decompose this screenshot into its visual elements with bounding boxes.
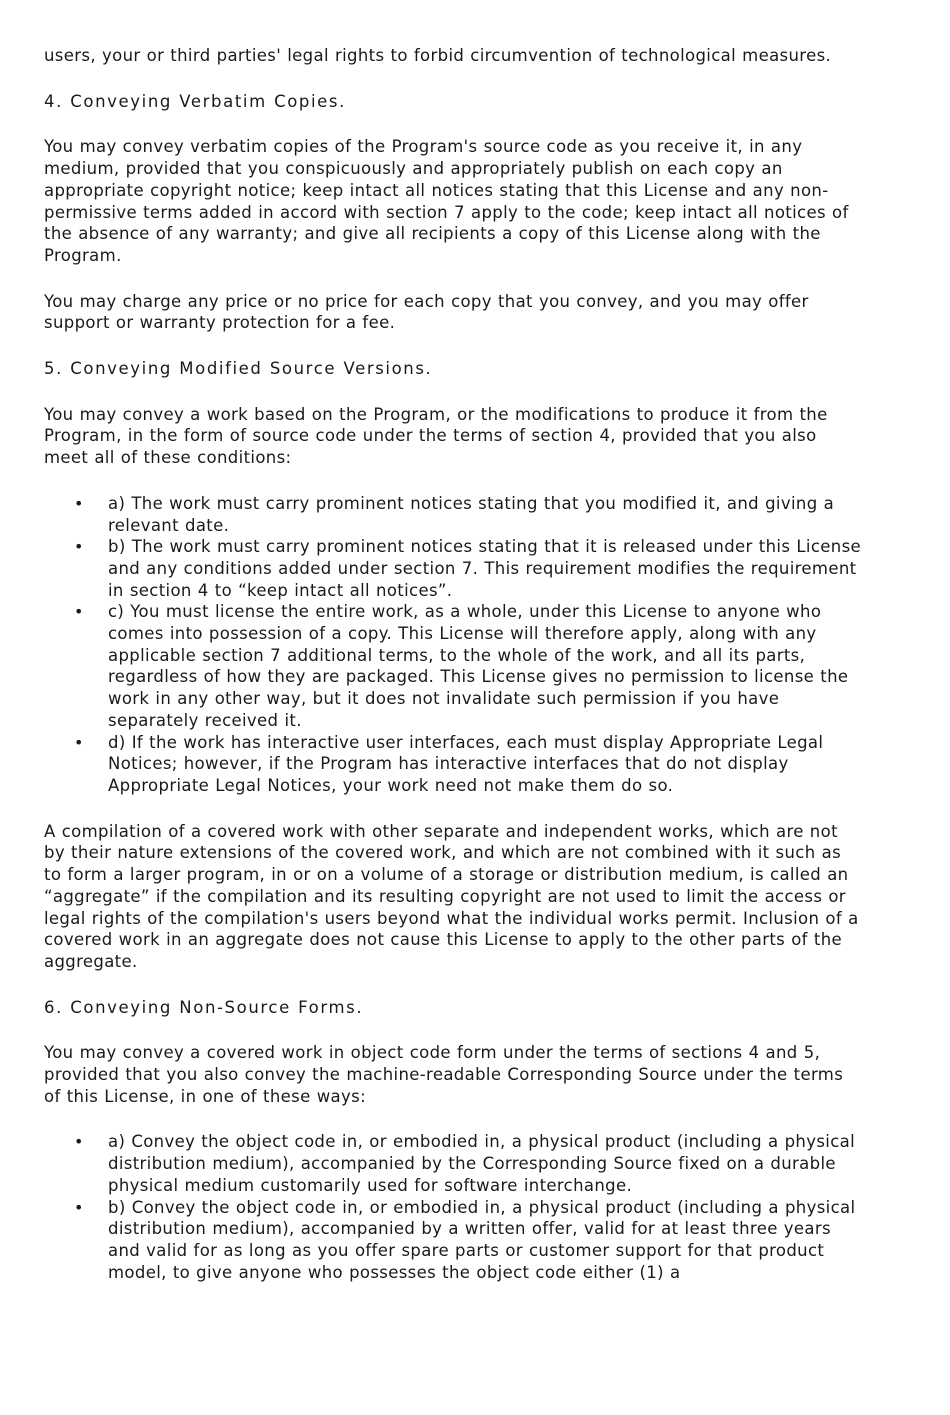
list-item-text: b) Convey the object code in, or embodied in, a physical product (including a physical distribution medium), accompanied by a written offer, valid for at least three years and valid for as long as you offer spare parts or customer support for that product model, to give anyone who possesses the object code either (1) a bbox=[108, 1197, 856, 1282]
list-item bbox=[74, 1197, 864, 1284]
section-6-paragraph-1: You may convey a covered work in object code form under the terms of sections 4 and 5, provided that you also convey the machine-readable Corresponding Source under the terms of this License, in one of these ways: bbox=[44, 1043, 844, 1106]
bullet-icon: • bbox=[74, 1132, 84, 1152]
section-5-conditions-list bbox=[44, 493, 864, 797]
section-6-heading: 6. Conveying Non-Source Forms. bbox=[44, 997, 364, 1017]
list-item-text: d) If the work has interactive user interfaces, each must display Appropriate Legal Notices; however, if the Program has interactive interfaces that do not display Appropriate Legal Notices, your work need not make them do so. bbox=[108, 732, 824, 795]
list-item bbox=[74, 732, 864, 797]
section-5-heading: 5. Conveying Modified Source Versions. bbox=[44, 359, 433, 379]
list-item bbox=[74, 493, 864, 536]
bullet-icon: • bbox=[74, 537, 84, 557]
section-4-paragraph-2: You may charge any price or no price for each copy that you convey, and you may offer support or warranty protection for a fee. bbox=[44, 291, 809, 333]
bullet-icon: • bbox=[74, 493, 84, 513]
list-item bbox=[74, 536, 864, 601]
section-5-paragraph-1: You may convey a work based on the Program, or the modifications to produce it from the Program, in the form of source code under the terms of section 4, provided that you also meet all of these conditions: bbox=[44, 404, 828, 468]
section-4-paragraph-1: You may convey verbatim copies of the Program's source code as you receive it, in any medium, provided that you conspicuously and appropriately publish on each copy an appropriate copyright notice; keep intact all notices stating that this License and any non-permissive terms added in accord with section 7 apply to the code; keep intact all notices of the absence of any warranty; and give all recipients a copy of this License along with the Program. bbox=[44, 137, 849, 265]
section-6-ways-list bbox=[44, 1131, 864, 1283]
document-page bbox=[44, 45, 864, 1307]
list-item-text: b) The work must carry prominent notices stating that it is released under this License and any conditions added under section 7. This requirement modifies the requirement in section 4 to “keep intact all notices”. bbox=[108, 537, 862, 600]
intro-paragraph: users, your or third parties' legal rights to forbid circumvention of technological measures. bbox=[44, 46, 832, 65]
bullet-icon: • bbox=[74, 732, 84, 752]
bullet-icon: • bbox=[74, 1197, 84, 1217]
list-item-text: a) Convey the object code in, or embodied in, a physical product (including a physical distribution medium), accompanied by the Corresponding Source fixed on a durable physical medium customarily used for software interchange. bbox=[108, 1132, 856, 1195]
bullet-icon: • bbox=[74, 602, 84, 622]
list-item-text: c) You must license the entire work, as a whole, under this License to anyone who comes into possession of a copy. This License will therefore apply, along with any applicable section 7 additional terms, to the whole of the work, and all its parts, regardless of how they are packaged. This License gives no permission to license the work in any other way, but it does not invalidate such permission if you have separately received it. bbox=[108, 602, 849, 730]
list-item bbox=[74, 601, 864, 731]
list-item-text: a) The work must carry prominent notices stating that you modified it, and giving a relevant date. bbox=[108, 493, 835, 535]
section-5-paragraph-2: A compilation of a covered work with other separate and independent works, which are not by their nature extensions of the covered work, and which are not combined with it such as to form a larger program, in or on a volume of a storage or distribution medium, is called an “aggregate” if the compilation and its resulting copyright are not used to limit the access or legal rights of the compilation's users beyond what the individual works permit. Inclusion of a covered work in an aggregate does not cause this License to apply to the other parts of the aggregate. bbox=[44, 821, 859, 971]
section-4-heading: 4. Conveying Verbatim Copies. bbox=[44, 91, 346, 111]
list-item bbox=[74, 1131, 864, 1196]
